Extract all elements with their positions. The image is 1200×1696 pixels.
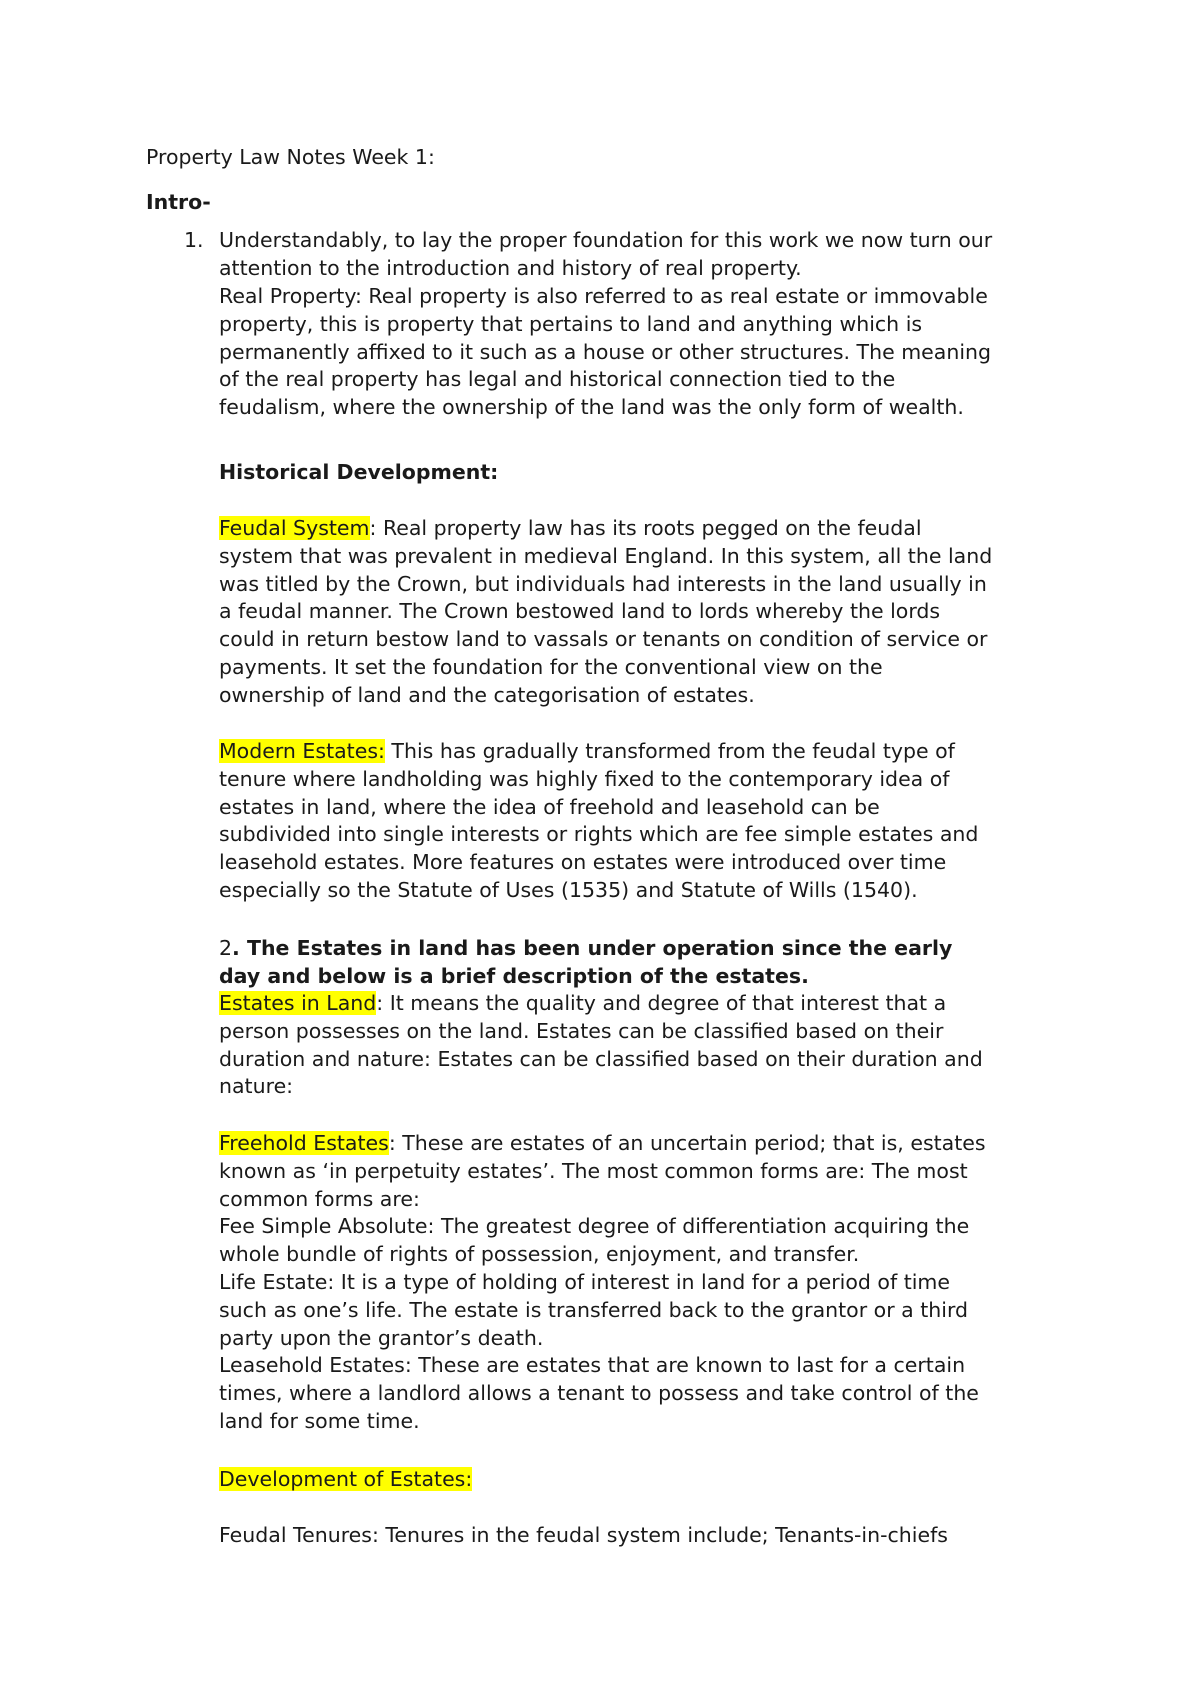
text-line: times, where a landlord allows a tenant to possess and take control of the [219, 1381, 979, 1406]
development-of-estates-heading [219, 1466, 1069, 1494]
text-line: whole bundle of rights of possession, enjoyment, and transfer. [219, 1242, 860, 1267]
highlighted-term-freehold-estates: Freehold Estates [219, 1131, 389, 1155]
text-line: especially so the Statute of Uses (1535) and Statute of Wills (1540). [219, 877, 918, 902]
text-run: : It means the quality and degree of that interest that a [376, 991, 947, 1015]
intro-paragraph [219, 227, 1069, 283]
text-line: feudalism, where the ownership of the land was the only form of wealth. [219, 395, 964, 420]
highlighted-term-development-of-estates: Development of Estates: [219, 1467, 473, 1491]
highlighted-term-feudal-system: Feudal System [219, 516, 370, 540]
text-line: was titled by the Crown, but individuals had interests in the land usually in [219, 571, 987, 596]
text-run: : These are estates of an uncertain period; that is, estates [388, 1131, 986, 1155]
text-line: person possesses on the land. Estates can be classified based on their [219, 1018, 944, 1043]
text-line: estates in land, where the idea of freehold and leasehold can be [219, 794, 880, 819]
highlighted-term-estates-in-land: Estates in Land [219, 991, 377, 1015]
text-line: Fee Simple Absolute: The greatest degree of differentiation acquiring the [219, 1214, 970, 1239]
text-line: duration and nature: Estates can be classified based on their duration and [219, 1046, 983, 1071]
highlighted-term-modern-estates: Modern Estates: [219, 739, 385, 763]
heading-text: . The Estates in land has been under operation since the early [232, 936, 953, 960]
text-line [219, 1130, 1069, 1158]
text-line: known as ‘in perpetuity estates’. The most common forms are: The most [219, 1158, 968, 1183]
feudal-system-paragraph [219, 515, 1069, 710]
text-line [219, 1466, 1069, 1494]
document-title: Property Law Notes Week 1: [146, 145, 435, 169]
text-run: This has gradually transformed from the feudal type of [384, 739, 955, 763]
text-line [219, 935, 1069, 963]
text-line: a feudal manner. The Crown bestowed land to lords whereby the lords [219, 599, 941, 624]
historical-development-heading: Historical Development: [219, 460, 499, 484]
text-line: permanently affixed to it such as a house or other structures. The meaning [219, 339, 992, 364]
text-line [219, 990, 1069, 1018]
intro-heading: Intro- [146, 190, 211, 214]
text-line: common forms are: [219, 1186, 420, 1211]
text-line: could in return bestow land to vassals or tenants on condition of service or [219, 627, 988, 652]
modern-estates-paragraph [219, 738, 1069, 905]
text-line: Real Property: Real property is also referred to as real estate or immovable [219, 284, 988, 308]
estates-in-land-paragraph [219, 990, 1069, 1101]
feudal-tenures-paragraph [219, 1522, 1069, 1550]
text-line: ownership of land and the categorisation of estates. [219, 682, 755, 707]
text-line: of the real property has legal and historical connection tied to the [219, 367, 896, 392]
text-line: Feudal Tenures: Tenures in the feudal system include; Tenants-in-chiefs [219, 1523, 948, 1547]
text-line [219, 738, 1069, 766]
text-line: property, this is property that pertains to land and anything which is [219, 311, 923, 336]
text-line: leasehold estates. More features on estates were introduced over time [219, 850, 947, 875]
text-line [219, 515, 1069, 543]
text-run: : Real property law has its roots pegged on the feudal [369, 516, 922, 540]
text-line: such as one’s life. The estate is transferred back to the grantor or a third [219, 1297, 969, 1322]
text-line: tenure where landholding was highly fixed to the contemporary idea of [219, 766, 950, 791]
text-line: attention to the introduction and history of real property. [219, 255, 802, 280]
freehold-estates-paragraph [219, 1130, 1069, 1436]
text-line: land for some time. [219, 1408, 420, 1433]
real-property-paragraph [219, 283, 1069, 422]
text-line: system that was prevalent in medieval England. In this system, all the land [219, 543, 993, 568]
text-line: day and below is a brief description of the estates. [219, 963, 809, 988]
text-line: Understandably, to lay the proper foundation for this work we now turn our [219, 228, 993, 252]
list-number-1: 1. [184, 228, 204, 252]
text-line: Life Estate: It is a type of holding of interest in land for a period of time [219, 1269, 951, 1294]
estates-section-heading [219, 935, 1069, 991]
text-line: payments. It set the foundation for the conventional view on the [219, 654, 883, 679]
text-line: party upon the grantor’s death. [219, 1325, 544, 1350]
text-line: nature: [219, 1074, 294, 1099]
list-number-2: 2 [219, 936, 233, 960]
text-line: subdivided into single interests or rights which are fee simple estates and [219, 822, 979, 847]
text-line: Leasehold Estates: These are estates that are known to last for a certain [219, 1353, 966, 1378]
